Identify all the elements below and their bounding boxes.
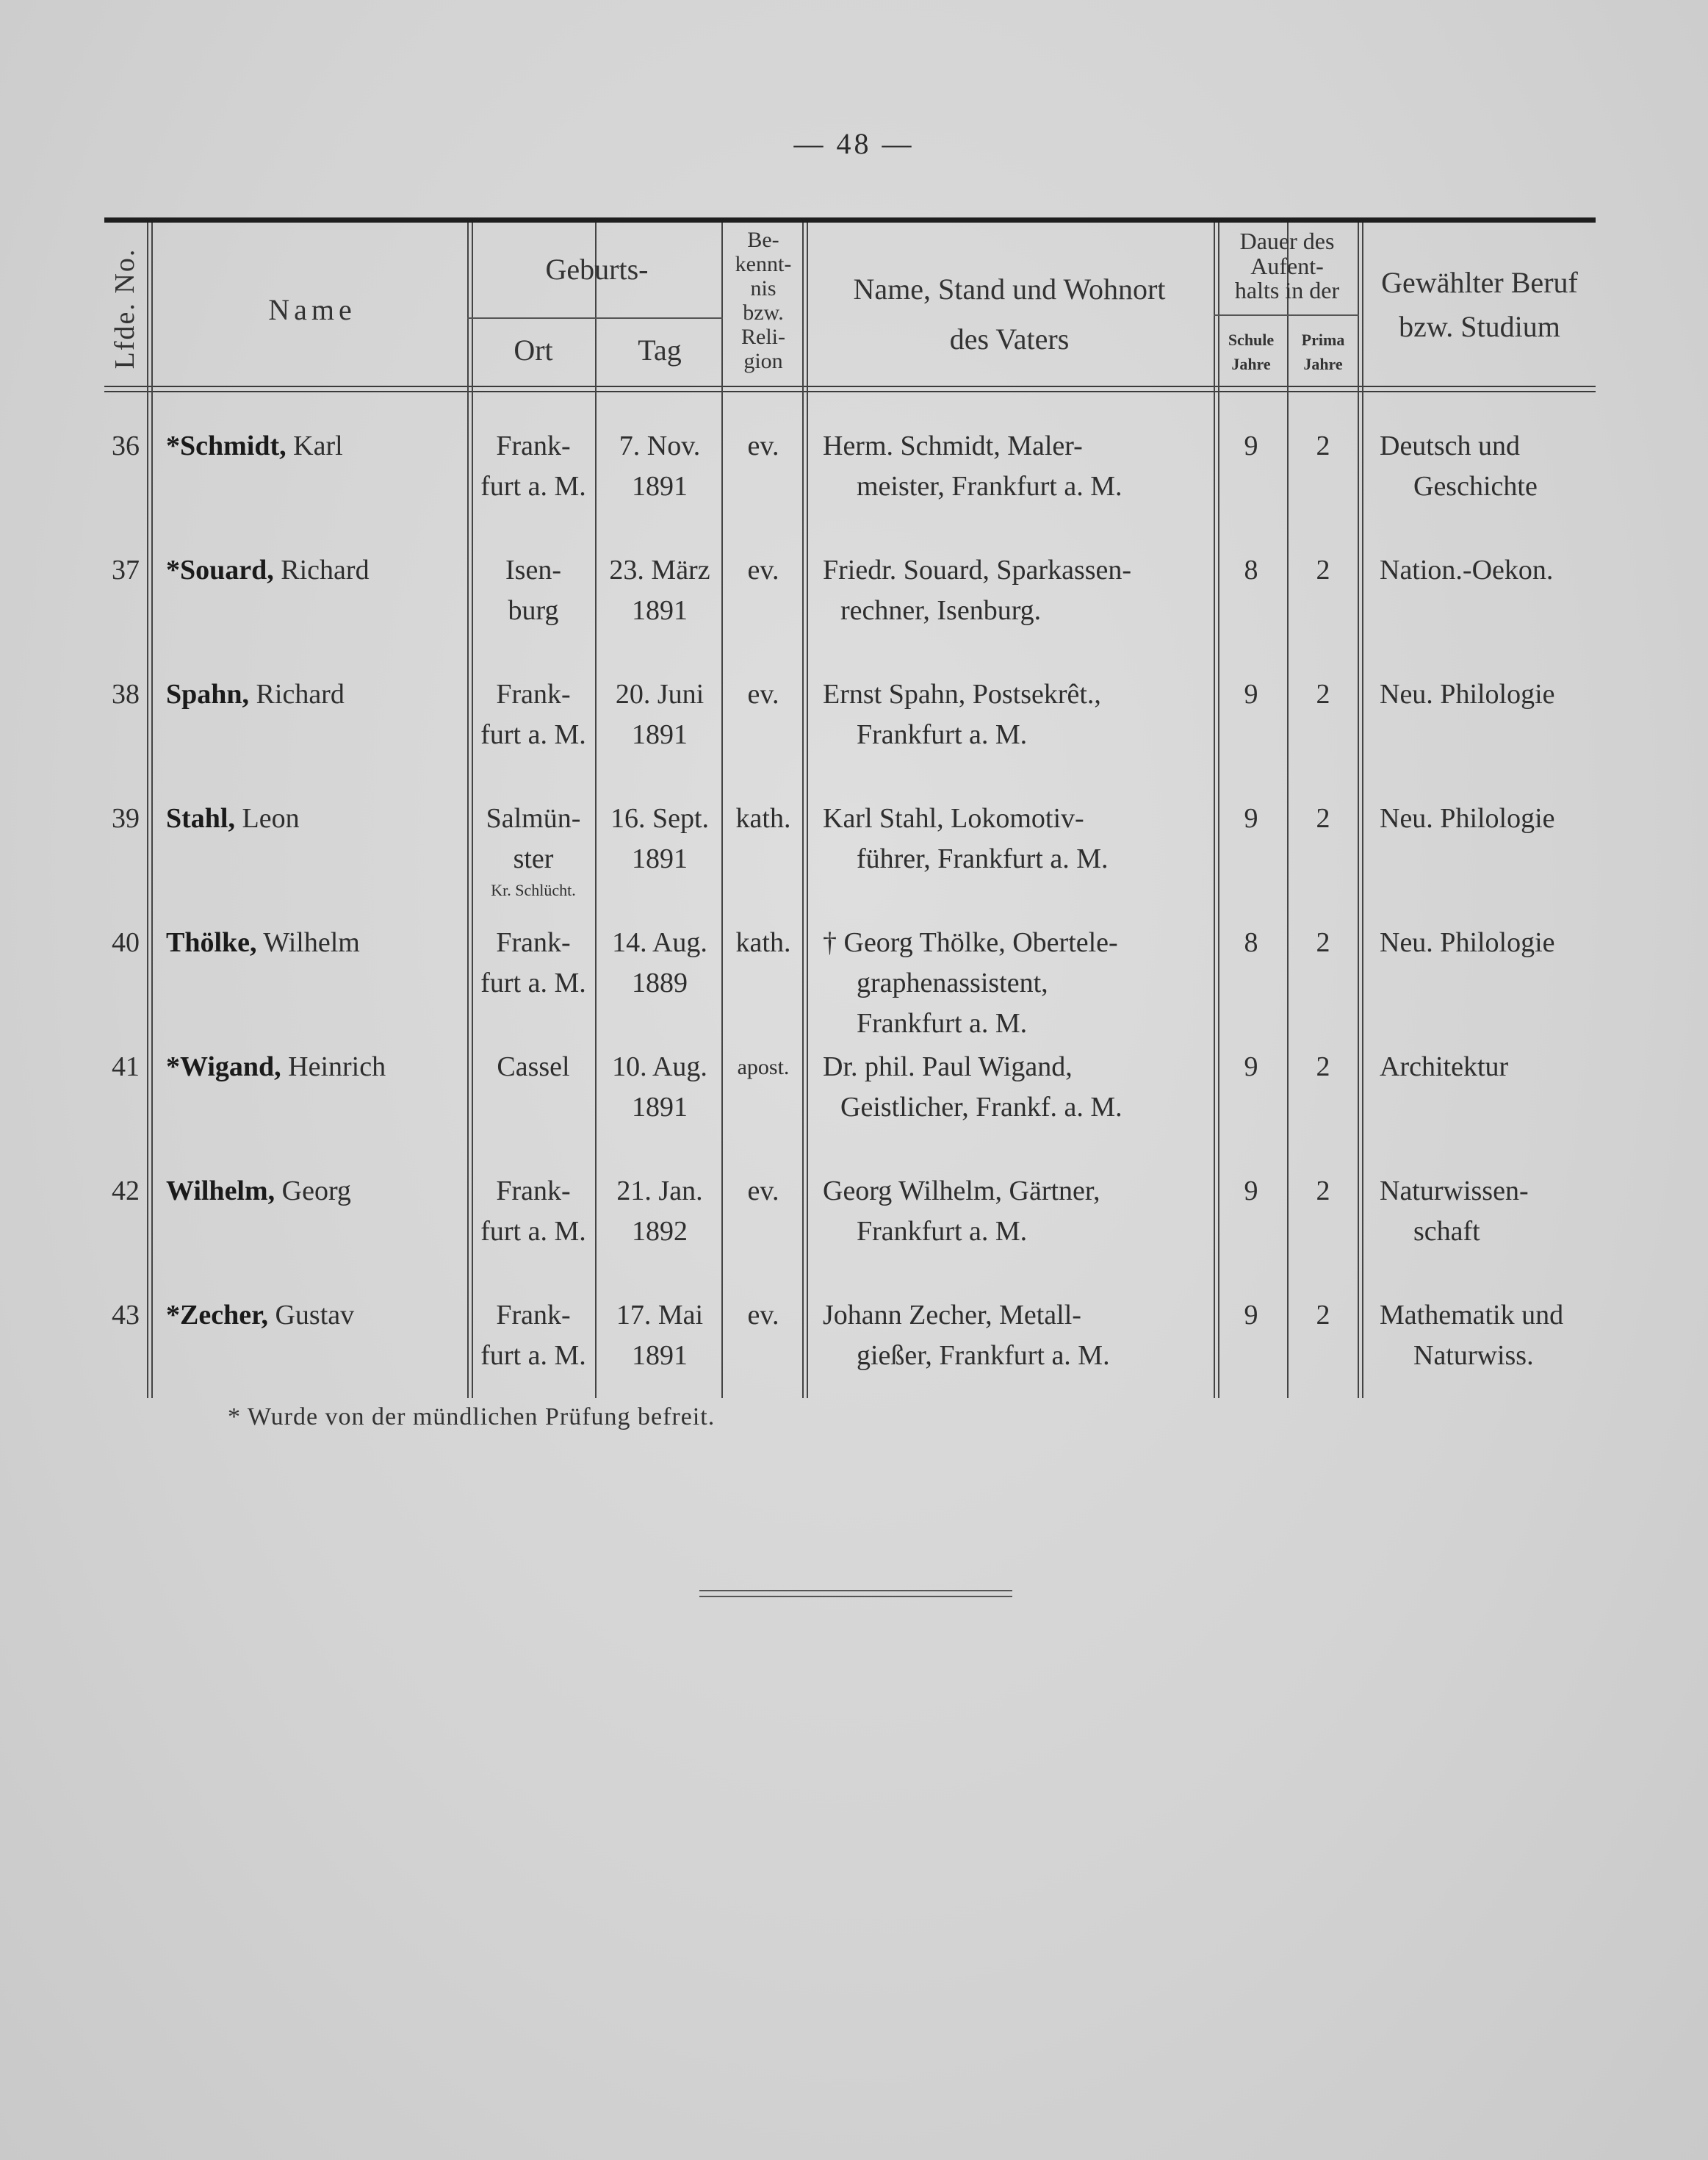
birth-place bbox=[470, 1047, 597, 1087]
religion: ev. bbox=[747, 679, 779, 710]
end-rule bbox=[699, 1590, 1012, 1591]
column-divider bbox=[467, 223, 469, 1398]
profession-line: Neu. Philologie bbox=[1380, 927, 1555, 958]
prima-years: 2 bbox=[1316, 555, 1330, 586]
profession-line: Nation.-Oekon. bbox=[1380, 555, 1554, 586]
student-surname: Thölke, bbox=[166, 927, 257, 958]
row-number: 43 bbox=[112, 1300, 140, 1331]
header-schule-jahre: Schule Jahre bbox=[1228, 331, 1275, 373]
student-surname: *Wigand, bbox=[166, 1051, 281, 1082]
father-info-line: Dr. phil. Paul Wigand, bbox=[823, 1051, 1073, 1082]
profession-line: Geschichte bbox=[1413, 471, 1538, 502]
header-name: Name bbox=[268, 293, 356, 326]
prima-years: 2 bbox=[1316, 1300, 1330, 1331]
geburts-subheader-rule bbox=[467, 317, 723, 319]
father-info-line: Frankfurt a. M. bbox=[857, 1008, 1028, 1039]
father-info-line: meister, Frankfurt a. M. bbox=[857, 471, 1123, 502]
profession-line: Naturwiss. bbox=[1413, 1340, 1534, 1371]
birth-place-text: Frank- furt a. M. bbox=[480, 1176, 586, 1247]
row-number: 37 bbox=[112, 555, 140, 586]
prima-years: 2 bbox=[1316, 927, 1330, 958]
birth-place-text: Frank- furt a. M. bbox=[480, 927, 586, 998]
student-name bbox=[166, 1295, 467, 1336]
father-info bbox=[823, 799, 1215, 879]
student-name bbox=[166, 426, 467, 467]
profession-line: schaft bbox=[1413, 1216, 1480, 1247]
birth-place bbox=[470, 1295, 597, 1376]
row-number: 42 bbox=[112, 1176, 140, 1206]
birth-place bbox=[470, 1171, 597, 1252]
birth-place-text: Frank- furt a. M. bbox=[480, 679, 586, 750]
birth-place bbox=[470, 426, 597, 507]
header-bottom-rule bbox=[104, 386, 1596, 387]
birth-place bbox=[470, 799, 597, 901]
chosen-profession bbox=[1380, 1171, 1600, 1252]
school-years: 9 bbox=[1244, 803, 1258, 834]
row-number: 40 bbox=[112, 927, 140, 958]
student-given-name: Richard bbox=[281, 555, 370, 586]
prima-years: 2 bbox=[1316, 431, 1330, 461]
father-info-line: Ernst Spahn, Postsekrêt., bbox=[823, 679, 1101, 710]
row-number: 39 bbox=[112, 803, 140, 834]
chosen-profession bbox=[1380, 1295, 1600, 1376]
father-info-line: Geistlicher, Frankf. a. M. bbox=[840, 1092, 1123, 1123]
birth-date: 17. Mai 1891 bbox=[616, 1300, 704, 1371]
birth-place bbox=[470, 923, 597, 1004]
student-name bbox=[166, 1047, 467, 1087]
birth-date: 21. Jan. 1892 bbox=[616, 1176, 703, 1247]
student-given-name: Georg bbox=[281, 1176, 351, 1206]
row-number: 36 bbox=[112, 431, 140, 461]
school-years: 9 bbox=[1244, 1176, 1258, 1206]
student-name bbox=[166, 674, 467, 715]
birth-place-text: Salmün- ster bbox=[486, 803, 581, 874]
school-years: 9 bbox=[1244, 679, 1258, 710]
profession-line: Deutsch und bbox=[1380, 431, 1521, 461]
student-surname: *Souard, bbox=[166, 555, 274, 586]
header-beruf: Gewählter Beruf bzw. Studium bbox=[1381, 266, 1578, 343]
father-info bbox=[823, 1047, 1215, 1128]
student-name bbox=[166, 1171, 467, 1212]
father-info bbox=[823, 550, 1215, 631]
profession-line: Neu. Philologie bbox=[1380, 679, 1555, 710]
father-info-line: rechner, Isenburg. bbox=[840, 595, 1042, 626]
header-vater: Name, Stand und Wohnort des Vaters bbox=[853, 273, 1166, 356]
school-years: 8 bbox=[1244, 555, 1258, 586]
row-number: 41 bbox=[112, 1051, 140, 1082]
religion: kath. bbox=[735, 803, 791, 834]
header-bottom-rule bbox=[104, 391, 1596, 392]
father-info-line: Johann Zecher, Metall- bbox=[823, 1300, 1081, 1331]
birth-date: 10. Aug. 1891 bbox=[612, 1051, 707, 1123]
birth-date: 23. März 1891 bbox=[609, 555, 710, 626]
profession-line: Naturwissen- bbox=[1380, 1176, 1529, 1206]
end-rule bbox=[699, 1596, 1012, 1597]
prima-years: 2 bbox=[1316, 679, 1330, 710]
header-lfde-no: Lfde. No. bbox=[109, 248, 141, 370]
student-surname: *Zecher, bbox=[166, 1300, 268, 1331]
column-divider bbox=[147, 223, 148, 1398]
header-prima-jahre: Prima Jahre bbox=[1301, 331, 1345, 373]
page-number: — 48 — bbox=[793, 127, 915, 160]
school-years: 8 bbox=[1244, 927, 1258, 958]
birth-date: 20. Juni 1891 bbox=[615, 679, 705, 750]
father-info bbox=[823, 1171, 1215, 1252]
father-info bbox=[823, 426, 1215, 507]
prima-years: 2 bbox=[1316, 1051, 1330, 1082]
father-info-line: Georg Wilhelm, Gärtner, bbox=[823, 1176, 1100, 1206]
father-info bbox=[823, 923, 1215, 1044]
student-name bbox=[166, 799, 467, 839]
religion: ev. bbox=[747, 1176, 779, 1206]
birth-place-text: Isen- burg bbox=[505, 555, 561, 626]
student-given-name: Karl bbox=[293, 431, 343, 461]
birth-place-text: Frank- furt a. M. bbox=[480, 431, 586, 502]
student-name bbox=[166, 923, 467, 963]
chosen-profession bbox=[1380, 550, 1600, 591]
header-geburts: Geburts- bbox=[545, 253, 649, 286]
birth-place bbox=[470, 674, 597, 755]
father-info-line: graphenassistent, bbox=[857, 968, 1048, 998]
father-info-line: † Georg Thölke, Obertele- bbox=[823, 927, 1118, 958]
chosen-profession bbox=[1380, 426, 1600, 507]
birth-date: 7. Nov. 1891 bbox=[619, 431, 701, 502]
father-info-line: Karl Stahl, Lokomotiv- bbox=[823, 803, 1084, 834]
father-info-line: Frankfurt a. M. bbox=[857, 1216, 1028, 1247]
student-given-name: Heinrich bbox=[288, 1051, 386, 1082]
student-given-name: Richard bbox=[256, 679, 345, 710]
religion: ev. bbox=[747, 431, 779, 461]
father-info bbox=[823, 1295, 1215, 1376]
birth-date: 14. Aug. 1889 bbox=[612, 927, 707, 998]
father-info-line: Frankfurt a. M. bbox=[857, 719, 1028, 750]
header-tag: Tag bbox=[638, 334, 682, 367]
dauer-subheader-rule bbox=[1214, 314, 1359, 316]
birth-place-text: Frank- furt a. M. bbox=[480, 1300, 586, 1371]
student-surname: Wilhelm, bbox=[166, 1176, 275, 1206]
religion: ev. bbox=[747, 555, 779, 586]
father-info-line: führer, Frankfurt a. M. bbox=[857, 843, 1109, 874]
student-given-name: Wilhelm bbox=[263, 927, 360, 958]
religion: ev. bbox=[747, 1300, 779, 1331]
header-religion: Be- kennt- nis bzw. Reli- gion bbox=[735, 228, 792, 373]
religion: apost. bbox=[737, 1055, 790, 1079]
religion: kath. bbox=[735, 927, 791, 958]
student-surname: *Schmidt, bbox=[166, 431, 287, 461]
row-number: 38 bbox=[112, 679, 140, 710]
prima-years: 2 bbox=[1316, 803, 1330, 834]
school-years: 9 bbox=[1244, 431, 1258, 461]
father-info bbox=[823, 674, 1215, 755]
profession-line: Mathematik und bbox=[1380, 1300, 1564, 1331]
student-name bbox=[166, 550, 467, 591]
chosen-profession bbox=[1380, 674, 1600, 715]
father-info-line: Herm. Schmidt, Maler- bbox=[823, 431, 1083, 461]
profession-line: Architektur bbox=[1380, 1051, 1509, 1082]
footnote: * Wurde von der mündlichen Prüfung befreit. bbox=[228, 1403, 716, 1430]
student-given-name: Leon bbox=[242, 803, 300, 834]
student-surname: Stahl, bbox=[166, 803, 235, 834]
header-dauer: Dauer des Aufent- halts in der bbox=[1234, 228, 1340, 304]
birth-place-note: Kr. Schlücht. bbox=[491, 881, 576, 899]
student-surname: Spahn, bbox=[166, 679, 250, 710]
chosen-profession bbox=[1380, 1047, 1600, 1087]
profession-line: Neu. Philologie bbox=[1380, 803, 1555, 834]
table-top-rule bbox=[104, 217, 1596, 223]
birth-place-text: Cassel bbox=[497, 1051, 570, 1082]
birth-date: 16. Sept. 1891 bbox=[610, 803, 710, 874]
header-ort: Ort bbox=[514, 334, 553, 367]
student-given-name: Gustav bbox=[275, 1300, 355, 1331]
prima-years: 2 bbox=[1316, 1176, 1330, 1206]
school-years: 9 bbox=[1244, 1051, 1258, 1082]
chosen-profession bbox=[1380, 923, 1600, 963]
chosen-profession bbox=[1380, 799, 1600, 839]
school-years: 9 bbox=[1244, 1300, 1258, 1331]
birth-place bbox=[470, 550, 597, 631]
father-info-line: Friedr. Souard, Sparkassen- bbox=[823, 555, 1132, 586]
father-info-line: gießer, Frankfurt a. M. bbox=[857, 1340, 1110, 1371]
